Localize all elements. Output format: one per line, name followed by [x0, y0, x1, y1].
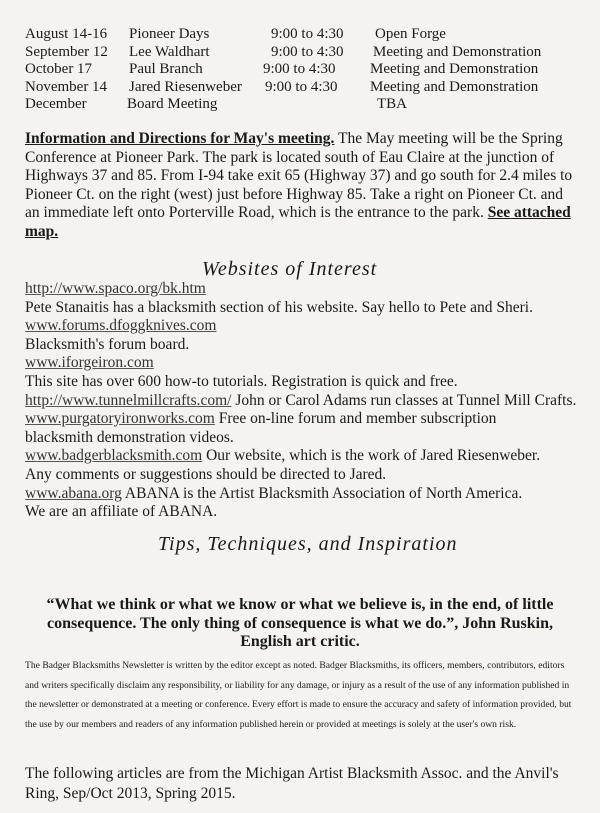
schedule-event: Meeting and Demonstration [373, 43, 542, 60]
schedule-time: 9:00 to 4:30 [263, 61, 336, 77]
dfoggknives-description: Blacksmith's forum board. [25, 335, 190, 353]
articles-source-note: The following articles are from the Michigan Artist Blacksmith Assoc. and the Anvil's Ring, Sep/Oct 2013, Spring 2015. [25, 765, 559, 802]
schedule-time: 9:00 to 4:30 [265, 78, 338, 95]
schedule-row [25, 61, 585, 79]
schedule-time: 9:00 to 4:30 [271, 43, 344, 60]
schedule-name: Paul Branch [129, 61, 203, 77]
dfoggknives-link[interactable]: www.forums.dfoggknives.com [25, 317, 217, 335]
websites-heading: Websites of Interest [202, 258, 378, 280]
schedule-date: December [25, 96, 87, 112]
newsletter-disclaimer: The Badger Blacksmiths Newsletter is written by the editor except as noted. Badger Blacksmiths, its officers, members, contributors, editors and writers specifically disclaim any responsibility, or liability for any damage, or injury as a result of the use of any information published in the newsletter or demonstrated at a meeting or conference. Every effort is made to ensure the accuracy and safety of information provided, but the use by our members and readers of any information published herein or provided at meetings is solely at the user's own risk. [25, 660, 572, 730]
meeting-schedule [25, 26, 585, 114]
iforgeiron-link[interactable]: www.iforgeiron.com [25, 354, 154, 372]
tips-heading: Tips, Techniques, and Inspiration [158, 533, 458, 555]
schedule-time: 9:00 to 4:30 [271, 26, 344, 42]
purgatory-link[interactable]: www.purgatoryironworks.com [25, 410, 215, 428]
schedule-row [25, 96, 585, 114]
schedule-date: October 17 [25, 61, 93, 77]
websites-list [25, 280, 585, 522]
directions-heading: Information and Directions for May's meeting. [25, 130, 335, 147]
tunnelmill-description: John or Carol Adams run classes at Tunnel Mill Crafts. [231, 391, 577, 409]
schedule-row [25, 79, 585, 97]
ruskin-quote: “What we think or what we know or what we believe is, in the end, of little consequence. The only thing of consequence is what we do.”, John Ruskin, English art critic. [46, 596, 554, 650]
schedule-date: November 14 [25, 78, 108, 95]
schedule-name: Lee Waldhart [129, 43, 210, 60]
schedule-row [25, 44, 585, 62]
schedule-date: September 12 [25, 43, 108, 60]
badgerblacksmith-link[interactable]: www.badgerblacksmith.com [25, 447, 203, 465]
schedule-name: Jared Riesenweber [129, 78, 242, 95]
purgatory-description-cont: blacksmith demonstration videos. [25, 428, 234, 446]
spaco-link[interactable]: http://www.spaco.org/bk.htm [25, 280, 206, 297]
schedule-name: Pioneer Days [129, 26, 210, 42]
abana-link[interactable]: www.abana.org [25, 484, 122, 502]
badgerblacksmith-description-cont: Any comments or suggestions should be directed to Jared. [25, 465, 387, 483]
iforgeiron-description: This site has over 600 how-to tutorials. Registration is quick and free. [25, 372, 458, 390]
meeting-directions [25, 130, 580, 241]
spaco-description: Pete Stanaitis has a blacksmith section of his website. Say hello to Pete and Sheri. [25, 298, 533, 316]
schedule-name: Board Meeting [127, 96, 218, 112]
schedule-row [25, 26, 585, 44]
schedule-event: TBA [377, 96, 407, 112]
tunnelmill-link[interactable]: http://www.tunnelmillcrafts.com/ [25, 391, 232, 409]
schedule-event: Meeting and Demonstration [370, 61, 539, 77]
directions-body: The May meeting will be the Spring Conference at Pioneer Park. The park is located south of Eau Claire at the junction of Highways 37 and 85. From I-94 take exit 65 (Highway 37) and go south for 2.4 miles to Pioneer Ct. on the right (west) just before Highway 85. Take a right on Pioneer Ct. and an immediate left onto Porterville Road, which is the entrance to the park. [25, 130, 573, 221]
schedule-event: Meeting and Demonstration [370, 78, 539, 95]
attached-map-link: See attached map. [25, 204, 571, 240]
purgatory-description: Free on-line forum and member subscription [214, 410, 497, 428]
schedule-event: Open Forge [375, 26, 446, 42]
schedule-date: August 14-16 [25, 26, 108, 42]
badgerblacksmith-description: Our website, which is the work of Jared Riesenweber. [202, 447, 541, 465]
abana-description: ABANA is the Artist Blacksmith Association of North America. [121, 484, 523, 502]
abana-description-cont: We are an affiliate of ABANA. [25, 503, 218, 521]
